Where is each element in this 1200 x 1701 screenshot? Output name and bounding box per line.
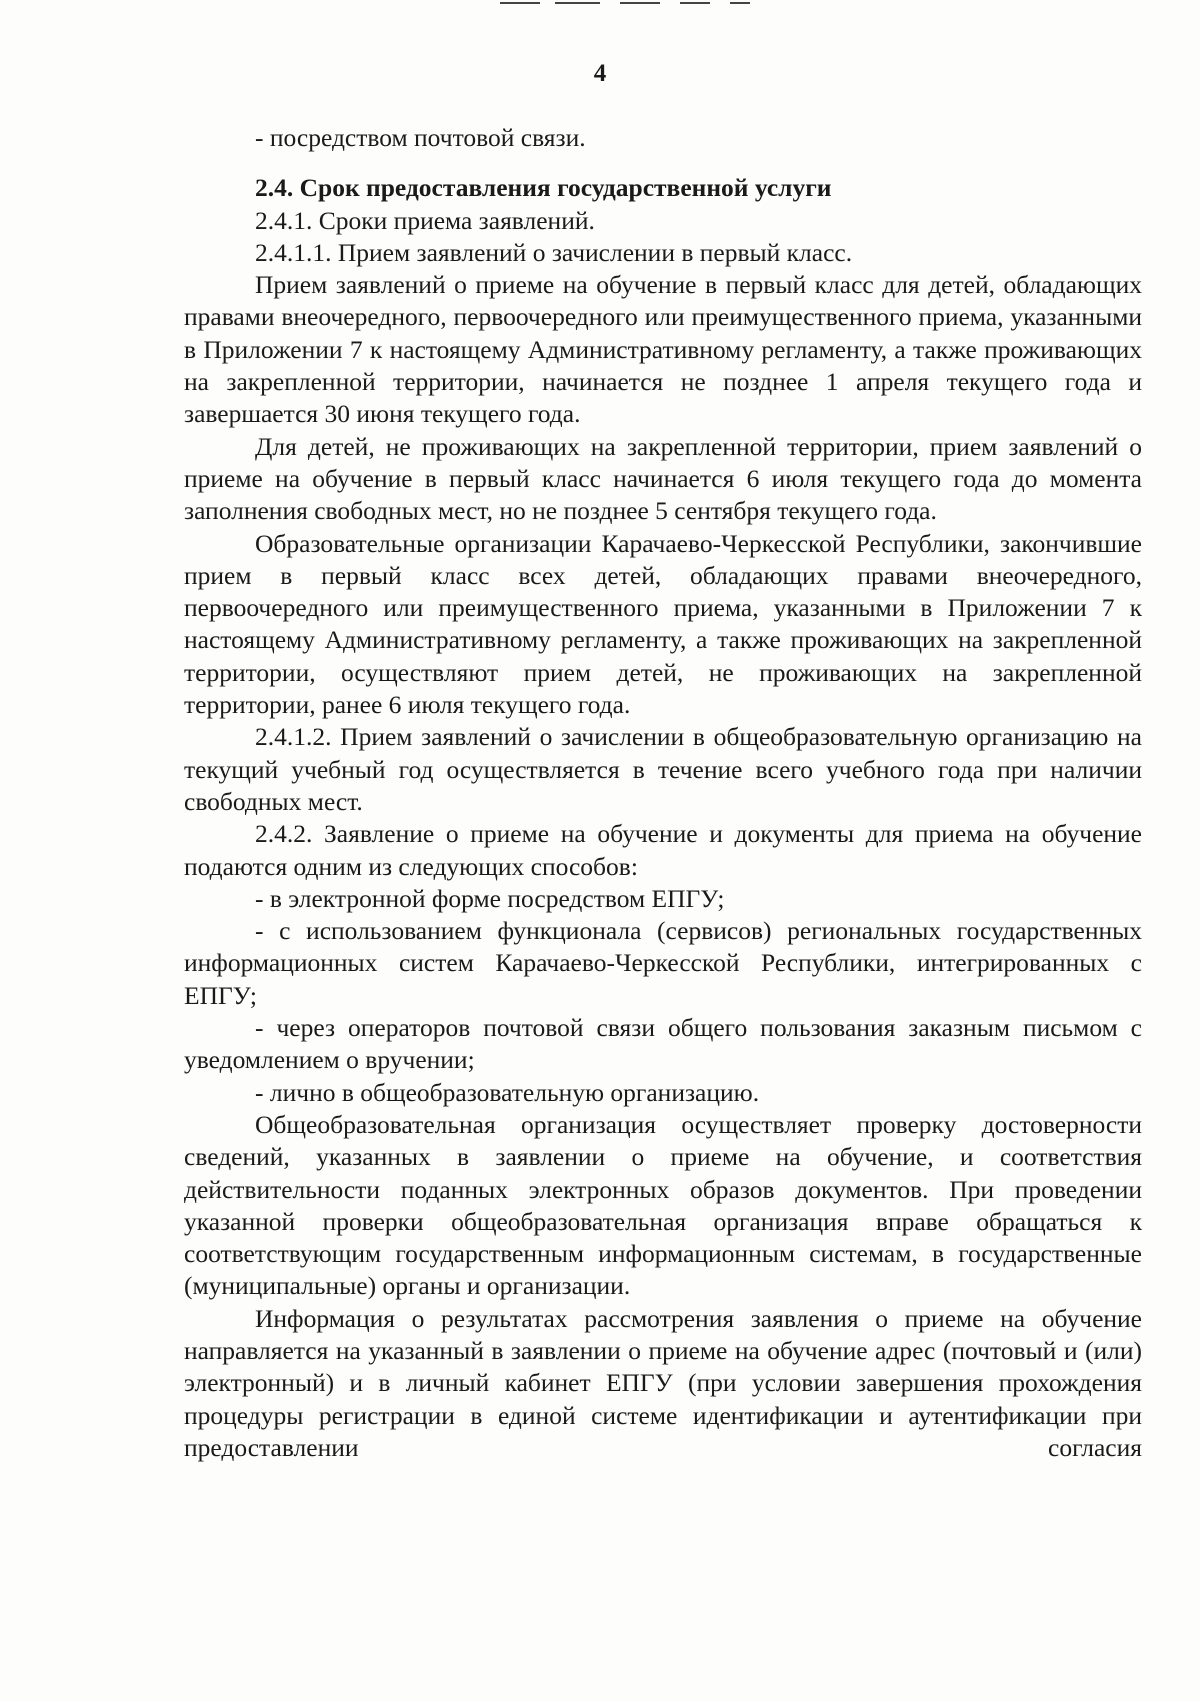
paragraph-postal-method: - посредством почтовой связи. — [255, 123, 586, 152]
paragraph-results-information: Информация о результатах рассмотрения заявления о приеме на обучение направляется на указанный в заявлении о приеме на обучение адрес (почтовый и (или) электронный) и в личный кабинет ЕПГУ (при условии завершения прохождения процедуры регистрации в единой системе идентификации и аутентификации при предоставлении согласия — [184, 1303, 1142, 1462]
paragraph-non-resident-children: Для детей, не проживающих на закрепленной территории, прием заявлений о приеме на обучение в первый класс начинается 6 июля текущего года до момента заполнения свободных мест, но не позднее 5 сентября текущего года. — [184, 431, 1142, 526]
list-item-regional-systems: - с использованием функционала (сервисов) региональных государственных информационных систем Карачаево-Черкесской Республики, интегрированных с ЕПГУ; — [184, 916, 1142, 1010]
paragraph-2-4-1: 2.4.1. Сроки приема заявлений. — [255, 205, 595, 235]
list-item-postal-operators: - через операторов почтовой связи общего пользования заказным письмом с уведомлением о вручении; — [184, 1013, 1142, 1075]
list-item-epgu: - в электронной форме посредством ЕПГУ; — [255, 883, 725, 913]
page-number: 4 — [593, 60, 607, 87]
scan-artifact-marks — [480, 0, 820, 6]
paragraph-2-4-2: 2.4.2. Заявление о приеме на обучение и документы для приема на обучение подаются одним из следующих способов: — [184, 819, 1142, 881]
paragraph-organizations-early-admission: Образовательные организации Карачаево-Черкесской Республики, закончившие прием в первый класс всех детей, обладающих правами внеочередного, первоочередного или преимущественного приема, указанными в Приложении 7 к настоящему Административному регламенту, а также проживающих на закрепленной территории, осуществляют прием детей, не проживающих на закрепленной территории, ранее 6 июля текущего года. — [184, 528, 1142, 720]
document-body — [184, 122, 1142, 1464]
paragraph-2-4-1-2: 2.4.1.2. Прием заявлений о зачислении в общеобразовательную организацию на текущий учебный год осуществляется в течение всего учебного года при наличии свободных мест. — [184, 722, 1142, 816]
paragraph-verification: Общеобразовательная организация осуществляет проверку достоверности сведений, указанных в заявлении о приеме на обучение, и соответствия действительности поданных электронных образов документов. При проведении указанной проверки общеобразовательная организация вправе обращаться к соответствующим государственным информационным системам, в государственные (муниципальные) органы и организации. — [184, 1109, 1142, 1301]
section-heading-2-4: 2.4. Срок предоставления государственной услуги — [255, 173, 832, 203]
paragraph-2-4-1-1: 2.4.1.1. Прием заявлений о зачислении в первый класс. — [255, 237, 853, 267]
paragraph-first-class-priority: Прием заявлений о приеме на обучение в первый класс для детей, обладающих правами внеочередного, первоочередного или преимущественного приема, указанными в Приложении 7 к настоящему Административному регламенту, а также проживающих на закрепленной территории, начинается не позднее 1 апреля текущего года и завершается 30 июня текущего года. — [184, 270, 1142, 429]
list-item-in-person: - лично в общеобразовательную организацию. — [255, 1077, 760, 1107]
